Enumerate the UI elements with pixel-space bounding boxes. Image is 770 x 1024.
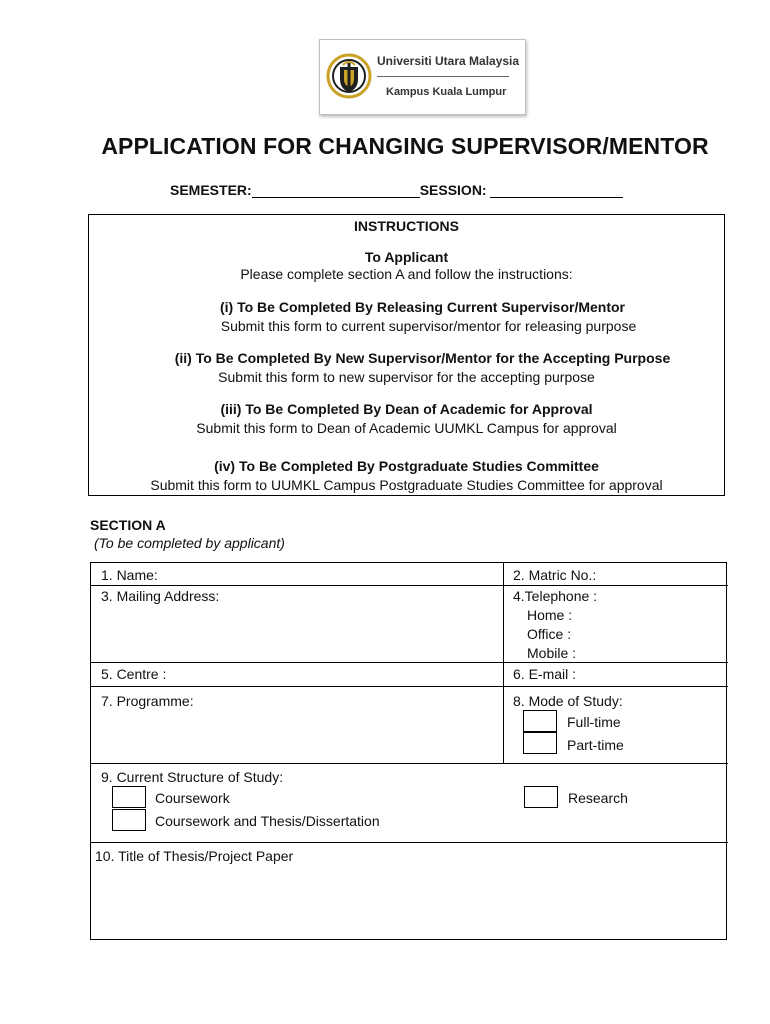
row-divider	[91, 842, 728, 843]
telephone-label: 4.Telephone :	[513, 588, 598, 604]
coursework-checkbox[interactable]	[112, 786, 146, 808]
instruction-text-1: Submit this form to current supervisor/mentor for releasing purpose	[220, 318, 637, 334]
campus-name: Kampus Kuala Lumpur	[386, 86, 507, 98]
row-divider	[91, 686, 728, 687]
instructions-box	[88, 214, 725, 496]
session-field[interactable]	[490, 182, 623, 198]
instruction-text-2: Submit this form to new supervisor for the accepting purpose	[218, 369, 595, 385]
home-phone-label: Home :	[527, 607, 573, 623]
uum-crest-icon	[326, 45, 372, 107]
row-divider	[91, 585, 503, 586]
research-label: Research	[568, 790, 628, 806]
instruction-heading-1: (i) To Be Completed By Releasing Current Supervisor/Mentor	[219, 299, 626, 315]
mobile-phone-label: Mobile :	[527, 645, 577, 661]
instruction-text-4: Submit this form to UUMKL Campus Postgraduate Studies Committee for approval	[150, 477, 663, 493]
row-divider	[91, 662, 503, 663]
coursework-thesis-checkbox[interactable]	[112, 809, 146, 831]
university-logo	[319, 39, 526, 115]
address-label: 3. Mailing Address:	[101, 588, 220, 604]
university-name: Universiti Utara Malaysia	[377, 54, 520, 68]
programme-label: 7. Programme:	[101, 693, 194, 709]
row-divider	[503, 662, 728, 663]
logo-divider	[377, 76, 509, 77]
fulltime-checkbox[interactable]	[523, 710, 557, 732]
office-phone-label: Office :	[527, 626, 572, 642]
column-divider	[503, 563, 504, 763]
applicant-heading: To Applicant	[364, 249, 449, 265]
semester-session-row	[170, 182, 623, 198]
email-label: 6. E-mail :	[513, 666, 577, 682]
semester-field[interactable]	[252, 182, 420, 198]
instruction-heading-2: (ii) To Be Completed By New Supervisor/Mentor for the Accepting Purpose	[174, 350, 671, 366]
thesis-title-field[interactable]	[91, 865, 726, 939]
instruction-text-3: Submit this form to Dean of Academic UUMKL Campus for approval	[196, 420, 617, 436]
thesis-title-label: 10. Title of Thesis/Project Paper	[95, 848, 294, 864]
name-label: 1. Name:	[101, 567, 158, 583]
session-label: SESSION:	[419, 182, 487, 198]
fulltime-label: Full-time	[567, 714, 621, 730]
coursework-label: Coursework	[155, 790, 230, 806]
instructions-heading: INSTRUCTIONS	[354, 218, 459, 234]
centre-label: 5. Centre :	[101, 666, 167, 682]
matric-label: 2. Matric No.:	[513, 567, 597, 583]
structure-label: 9. Current Structure of Study:	[101, 769, 284, 785]
applicant-text: Please complete section A and follow the instructions:	[240, 266, 573, 282]
coursework-thesis-label: Coursework and Thesis/Dissertation	[155, 813, 380, 829]
research-checkbox[interactable]	[524, 786, 558, 808]
row-divider	[503, 585, 728, 586]
instruction-heading-4: (iv) To Be Completed By Postgraduate Studies Committee	[214, 458, 599, 474]
page-title: APPLICATION FOR CHANGING SUPERVISOR/MENTOR	[101, 133, 709, 159]
row-divider	[91, 763, 728, 764]
semester-label: SEMESTER:	[170, 182, 252, 198]
instruction-heading-3: (iii) To Be Completed By Dean of Academic for Approval	[220, 401, 593, 417]
section-a-subheading: (To be completed by applicant)	[94, 535, 285, 551]
mode-of-study-label: 8. Mode of Study:	[513, 693, 623, 709]
section-a-heading: SECTION A	[90, 517, 166, 533]
section-a-form	[90, 562, 727, 940]
parttime-label: Part-time	[567, 737, 624, 753]
parttime-checkbox[interactable]	[523, 732, 557, 754]
